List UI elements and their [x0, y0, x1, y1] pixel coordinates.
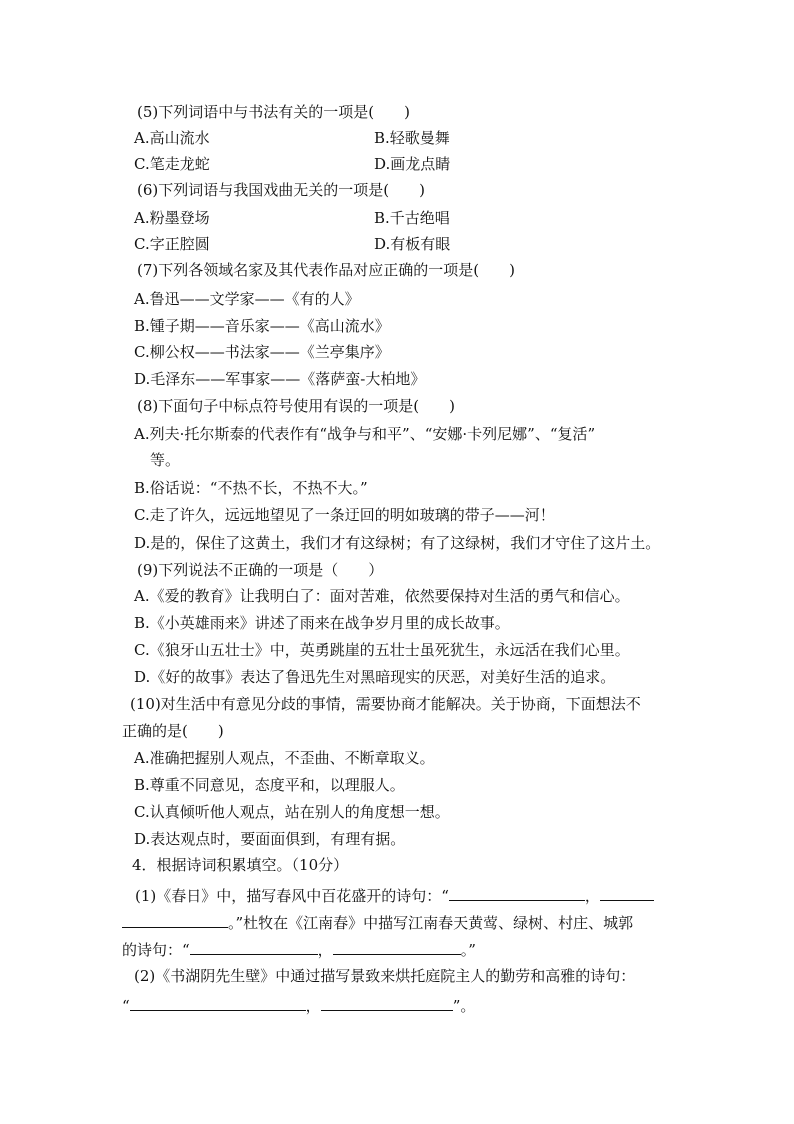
answer-blank[interactable]: [190, 938, 318, 955]
q9-option-c: C.《狼牙山五壮士》中，英勇跳崖的五壮士虽死犹生，永远活在我们心里。: [134, 641, 630, 659]
answer-blank[interactable]: [122, 911, 228, 928]
answer-blank[interactable]: [130, 994, 306, 1011]
q6-stem: (6)下列词语与我国戏曲无关的一项是( ): [137, 181, 425, 199]
poem-fill-2-open-quote: “: [122, 997, 130, 1015]
q10-option-d: D.表达观点时，要面面俱到，有理有据。: [134, 830, 406, 848]
poem-fill-1-line2: [122, 911, 633, 933]
q10-option-c: C.认真倾听他人观点，站在别人的角度想一想。: [134, 803, 450, 821]
poem-fill-1-line3-prompt: 的诗句：“: [122, 941, 190, 959]
q7-option-a: A.鲁迅——文学家——《有的人》: [134, 290, 360, 308]
answer-blank[interactable]: [333, 938, 461, 955]
q8-option-c: C.走了许久，远远地望见了一条迂回的明如玻璃的带子——河！: [134, 506, 555, 524]
answer-blank[interactable]: [449, 884, 585, 901]
poem-fill-1-line3-end: 。”: [460, 941, 476, 959]
q8-option-b: B.俗话说：“不热不长，不热不大。”: [134, 479, 368, 497]
q8-option-d: D.是的，保住了这黄土，我们才有这绿树；有了这绿树，我们才守住了这片土。: [134, 534, 661, 552]
poem-fill-2-comma: ，: [305, 997, 321, 1015]
q7-option-c: C.柳公权——书法家——《兰亭集序》: [134, 343, 390, 361]
poem-fill-2-line1: (2)《书湖阴先生壁》中通过描写景致来烘托庭院主人的勤劳和高雅的诗句：: [134, 967, 636, 985]
q9-option-a: A.《爱的教育》让我明白了：面对苦难，依然要保持对生活的勇气和信心。: [134, 587, 630, 605]
q9-stem: (9)下列说法不正确的一项是（ ）: [137, 561, 384, 579]
q10-option-a: A.准确把握别人观点，不歪曲、不断章取义。: [134, 749, 435, 767]
poem-fill-1-line1: [135, 884, 654, 906]
poem-fill-2-end: ”。: [452, 997, 476, 1015]
q6-option-a: A.粉墨登场: [134, 209, 210, 227]
q8-stem: (8)下面句子中标点符号使用有误的一项是( ): [137, 397, 455, 415]
poem-fill-1-line3-comma: ，: [317, 941, 333, 959]
section4-heading: 4．根据诗词积累填空。（10分）: [132, 856, 349, 874]
q6-option-b: B.千古绝唱: [374, 209, 450, 227]
q10-option-b: B.尊重不同意见，态度平和，以理服人。: [134, 776, 405, 794]
q5-option-c: C.笔走龙蛇: [134, 155, 210, 173]
q5-option-a: A.高山流水: [134, 129, 210, 147]
q5-option-b: B.轻歌曼舞: [374, 129, 450, 147]
q10-stem-line1: (10)对生活中有意见分歧的事情，需要协商才能解决。关于协商，下面想法不: [130, 695, 641, 713]
poem-fill-1-line2-text: 。”杜牧在《江南春》中描写江南春天黄莺、绿树、村庄、城郭: [228, 914, 634, 932]
poem-fill-1-prompt: (1)《春日》中，描写春风中百花盛开的诗句：“: [135, 887, 449, 905]
q5-option-d: D.画龙点睛: [374, 155, 451, 173]
answer-blank[interactable]: [600, 884, 654, 901]
q7-option-b: B.锺子期——音乐家——《高山流水》: [134, 317, 390, 335]
q6-option-c: C.字正腔圆: [134, 235, 210, 253]
q6-option-d: D.有板有眼: [374, 235, 451, 253]
answer-blank[interactable]: [321, 994, 453, 1011]
q10-stem-line2: 正确的是( ): [122, 722, 224, 740]
q5-stem: (5)下列词语中与书法有关的一项是( ): [137, 103, 410, 121]
q7-stem: (7)下列各领域名家及其代表作品对应正确的一项是( ): [137, 261, 515, 279]
q8-option-a: A.列夫·托尔斯泰的代表作有“战争与和平”、“安娜·卡列尼娜”、“复活”: [134, 425, 596, 443]
q7-option-d: D.毛泽东——军事家——《落萨蛮-大柏地》: [134, 370, 426, 388]
poem-fill-1-line3: [122, 938, 476, 960]
q8-option-a-continuation: 等。: [150, 451, 181, 469]
q9-option-d: D.《好的故事》表达了鲁迅先生对黑暗现实的厌恶，对美好生活的追求。: [134, 668, 616, 686]
q9-option-b: B.《小英雄雨来》讲述了雨来在战争岁月里的成长故事。: [134, 614, 510, 632]
poem-fill-2-line2: [122, 994, 475, 1016]
poem-fill-1-comma: ，: [584, 887, 600, 905]
